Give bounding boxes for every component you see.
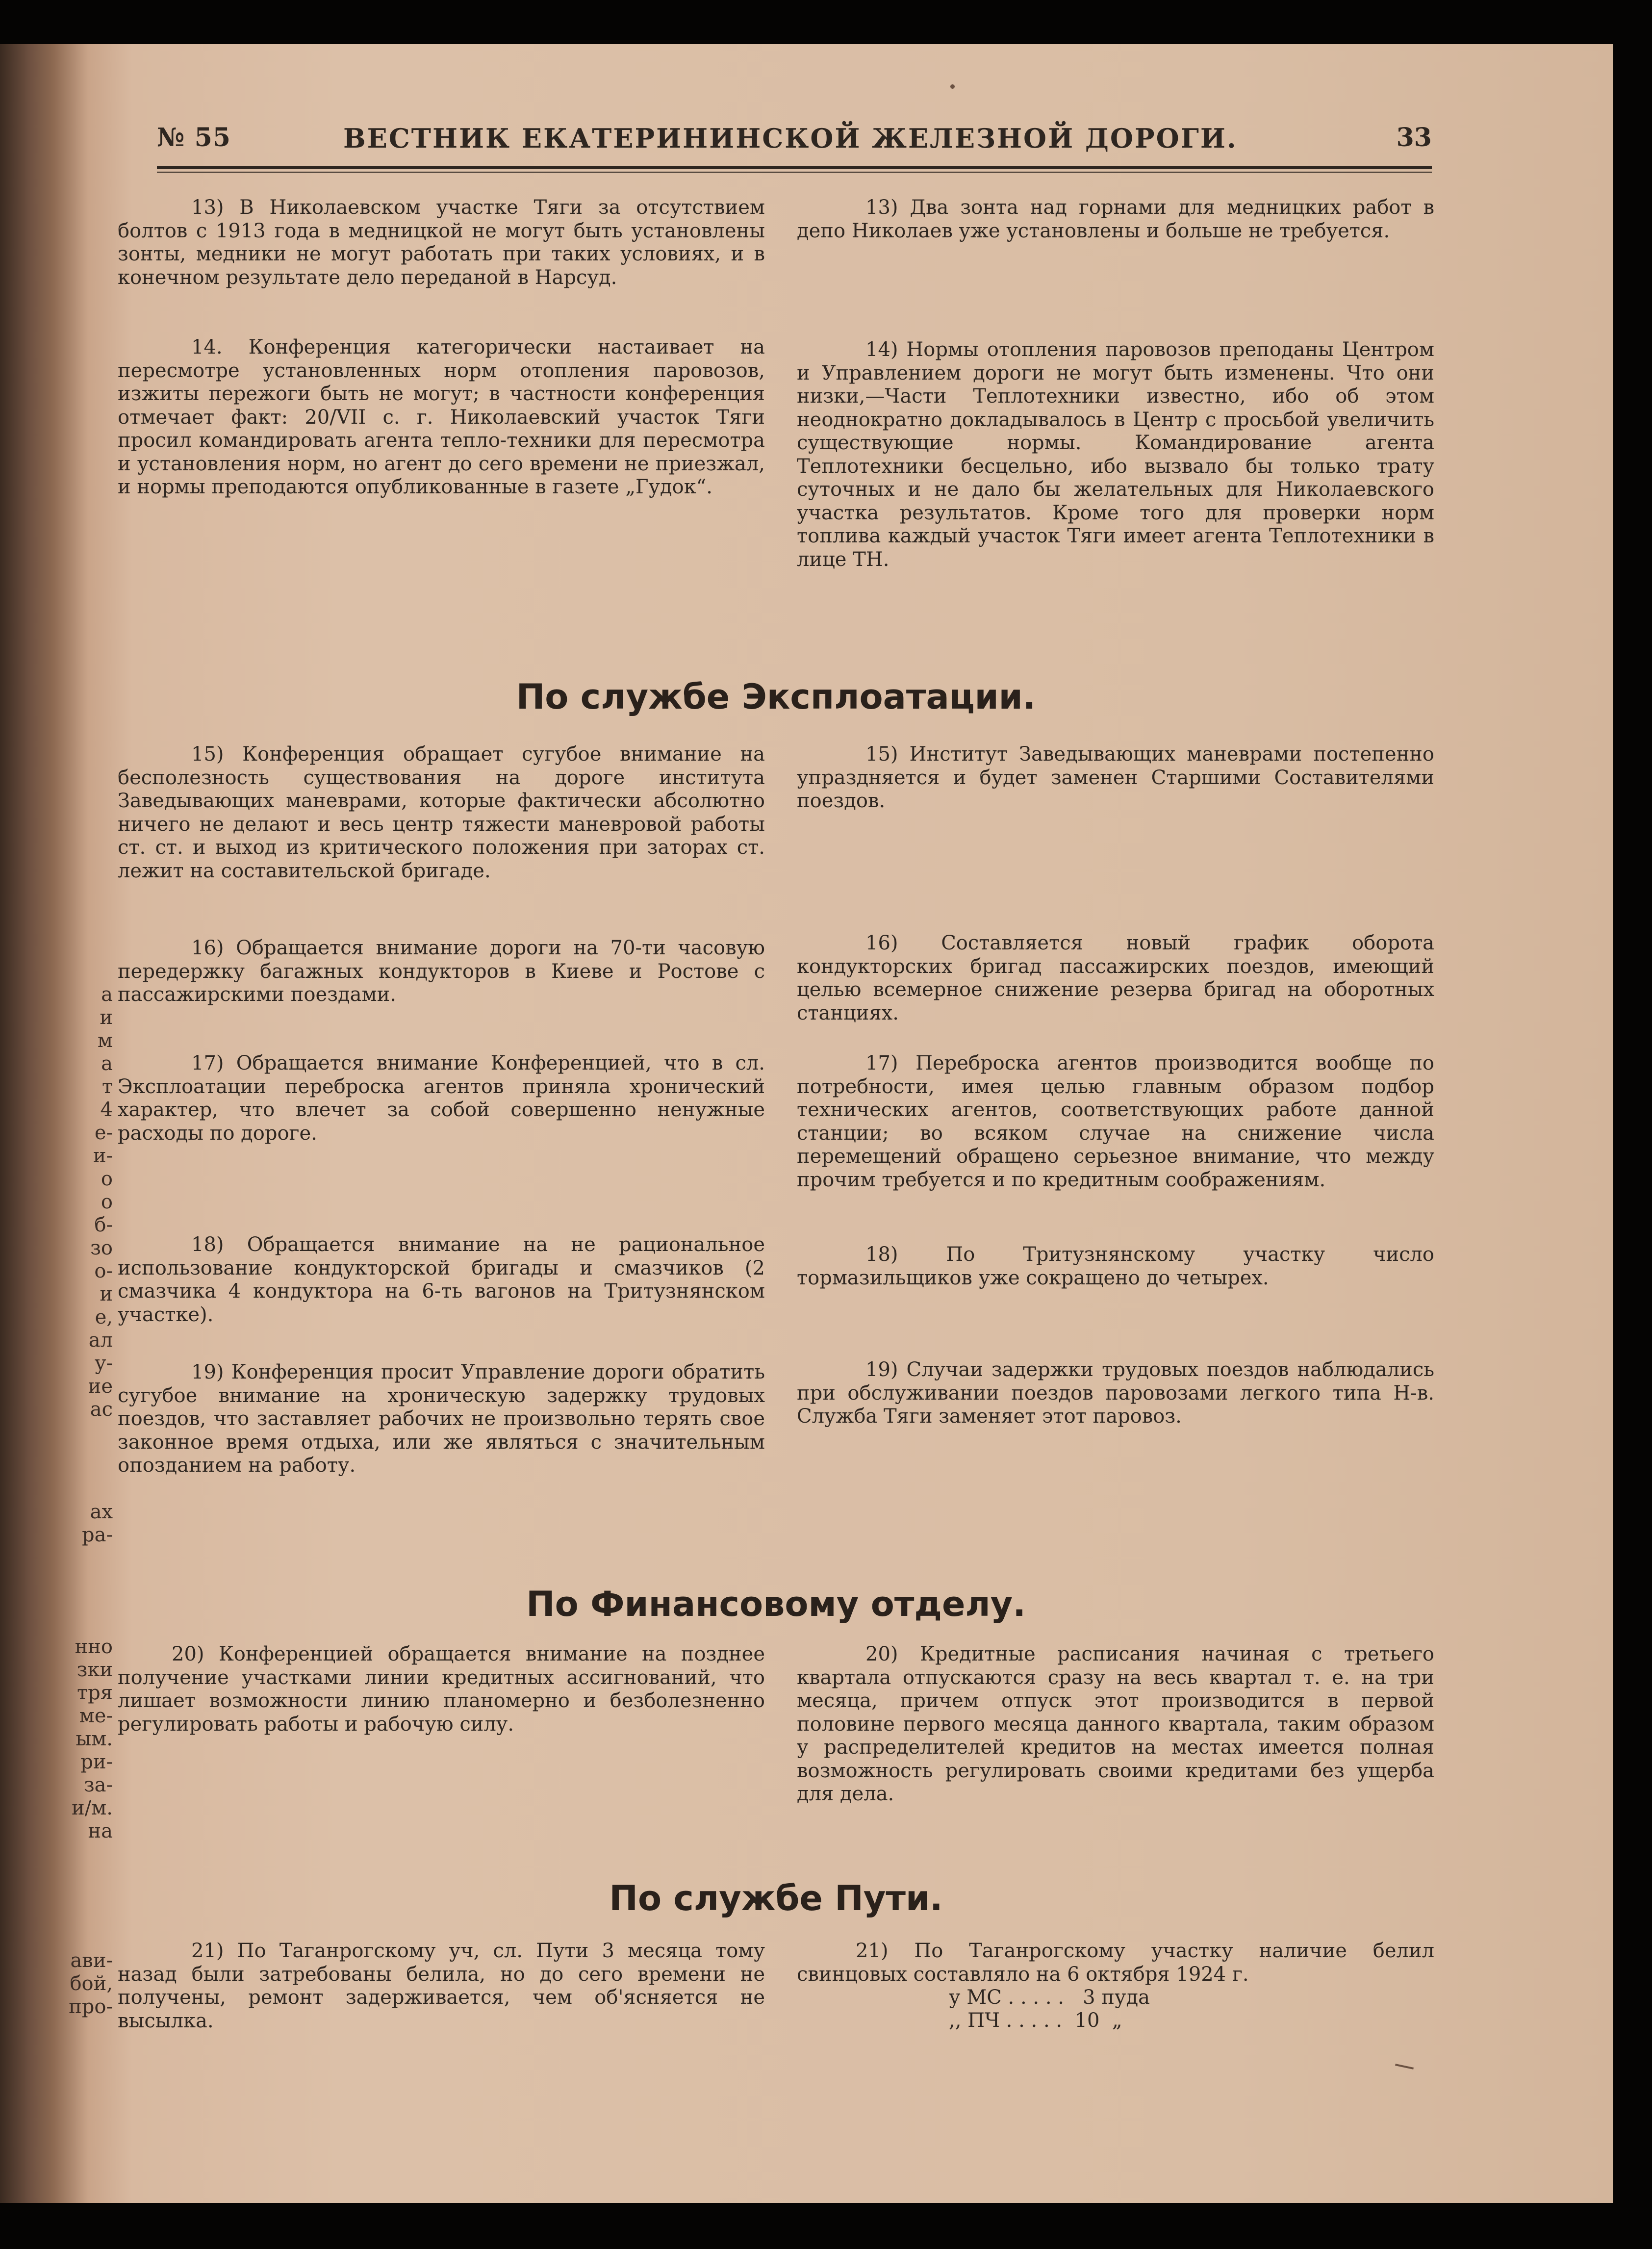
- reply-19: 19) Случаи задержки трудовых поездов наблюдались при обслуживании поездов паровозами легкого типа Н-в. Служба Тяги заменяет этот паровоз.: [797, 1358, 1434, 1428]
- prev-page-fragment: ым.: [76, 1728, 113, 1750]
- prev-page-fragment: о: [101, 1168, 113, 1190]
- prev-page-fragment: зки: [76, 1659, 113, 1681]
- prev-page-fragment: е,: [95, 1306, 113, 1329]
- prev-page-fragment: о: [101, 1191, 113, 1213]
- page-number: 33: [1396, 123, 1432, 153]
- prev-page-fragment: о-: [94, 1260, 113, 1282]
- journal-title: ВЕСТНИК ЕКАТЕРИНИНСКОЙ ЖЕЛЕЗНОЙ ДОРОГИ.: [343, 123, 1238, 154]
- prev-page-fragment: ал: [88, 1329, 113, 1352]
- remark-15: 15) Конференция обращает сугубое внимание на бесполезность существования на дороге института Заведывающих маневрами, которые фактически абсолютно ничего не делают и весь центр тяжести маневровой работы ст. ст. и выход из критического положения при заторах ст. лежит на составительской бригаде.: [118, 743, 765, 882]
- remark-21: 21) По Таганрогскому уч, сл. Пути 3 месяца тому назад были затребованы белила, но до сего времени не получены, ремонт задерживается, чем об'ясняется не высылка.: [118, 1940, 765, 2032]
- remark-17: 17) Обращается внимание Конференцией, что в сл. Эксплоатации переброска агентов приняла хронический характер, что влечет за собой совершенно ненужные расходы по дороге.: [118, 1052, 765, 1145]
- prev-page-fragment: ра-: [82, 1524, 113, 1546]
- prev-page-fragment: м: [97, 1029, 113, 1052]
- prev-page-fragment: зо: [90, 1237, 113, 1259]
- prev-page-fragment: у-: [94, 1352, 113, 1375]
- section-title-track: По службе Пути.: [609, 1878, 943, 1918]
- prev-page-fragment: а: [101, 1052, 113, 1075]
- reply-17: 17) Переброска агентов производится вообще по потребности, имея целью главным образом подбор технических агентов, соответствующих работе данной станции; во всяком случае на снижение числа перемещений обращено серьезное внимание, что между прочим требуется и по кредитным соображениям.: [797, 1052, 1434, 1191]
- prev-page-fragment: б-: [94, 1214, 113, 1236]
- remark-13: 13) В Николаевском участке Тяги за отсутствием болтов с 1913 года в медницкой не могут быть установлены зонты, медники не могут работать при таких условиях, и в конечном результате дело переданой в Нарсуд.: [118, 196, 765, 289]
- prev-page-fragment: про-: [69, 1995, 113, 2018]
- scan-border-top: [0, 0, 1652, 44]
- running-head: [157, 123, 1432, 162]
- prev-page-fragment: нно: [75, 1636, 113, 1658]
- header-rule: [157, 166, 1432, 169]
- remark-20: 20) Конференцией обращается внимание на позднее получение участками линии кредитных ассигнований, что лишает возможности линию планомерно и безболезненно регулировать работы и рабочую силу.: [118, 1643, 765, 1736]
- remark-19: 19) Конференция просит Управление дороги обратить сугубое внимание на хроническую задержку трудовых поездов, что заставляет рабочих не произвольно терять свое законное время отдыха, или же являться с значительным опозданием на работу.: [118, 1361, 765, 1477]
- reply-14: 14) Нормы отопления паровозов преподаны Центром и Управлением дороги не могут быть изменены. Что они низки,—Части Теплотехники известно, ибо об этом неоднократно докладывалось в Центр с просьбой увеличить существующие нормы. Командирование агента Теплотехники бесцельно, ибо вызвало бы только трату суточных и не дало бы желательных для Николаевского участка результатов. Кроме того для проверки норм топлива каждый участок Тяги имеет агента Теплотехники в лице ТН.: [797, 338, 1434, 571]
- header-rule-thin: [157, 172, 1432, 173]
- scan-border-bottom: [0, 2203, 1652, 2249]
- prev-page-fragment: т: [102, 1075, 113, 1098]
- prev-page-fragment: и: [100, 1283, 113, 1305]
- reply-15: 15) Институт Заведывающих маневрами постепенно упраздняется и будет заменен Старшими Составителями поездов.: [797, 743, 1434, 812]
- paper-speck: [950, 84, 955, 89]
- prev-page-fragment: ие: [88, 1375, 113, 1398]
- remark-18: 18) Обращается внимание на не рациональное использование кондукторской бригады и смазчиков (2 смазчика 4 кондуктора на 6-ть вагонов на Тритузнянском участке).: [118, 1233, 765, 1326]
- reply-18: 18) По Тритузнянскому участку число тормазильщиков уже сокращено до четырех.: [797, 1243, 1434, 1289]
- prev-page-fragment: на: [88, 1820, 113, 1842]
- prev-page-fragment: тря: [77, 1682, 113, 1704]
- supply-row-ms: у МС . . . . . 3 пуда: [949, 1986, 1150, 2009]
- prev-page-fragment: ас: [90, 1398, 113, 1421]
- scan-border-right: [1613, 0, 1652, 2249]
- reply-13: 13) Два зонта над горнами для медницких работ в депо Николаев уже установлены и больше не требуется.: [797, 196, 1434, 242]
- prev-page-fragment: ах: [90, 1501, 113, 1523]
- remark-14: 14. Конференция категорически настаивает на пересмотре установленных норм отопления паровозов, изжиты пережоги быть не могут; в частности конференция отмечает факт: 20/VII с. г. Николаевский участок Тяги просил командировать агента тепло-техники для пересмотра и установления норм, но агент до сего времени не приезжал, и нормы преподаются опубликованные в газете „Гудок“.: [118, 336, 765, 498]
- prev-page-fragment: ри-: [80, 1751, 113, 1773]
- section-title-finance: По Финансовому отделу.: [526, 1584, 1026, 1624]
- prev-page-fragment: за-: [83, 1774, 113, 1796]
- prev-page-fragment: ме-: [79, 1705, 113, 1727]
- issue-number: № 55: [157, 123, 231, 153]
- prev-page-fragment: и-: [93, 1145, 113, 1167]
- reply-21: 21) По Таганрогскому участку наличие белил свинцовых составляло на 6 октября 1924 г.: [797, 1940, 1434, 1986]
- prev-page-fragment: и: [100, 1006, 113, 1029]
- remark-16: 16) Обращается внимание дороги на 70-ти часовую передержку багажных кондукторов в Киеве и Ростове с пассажирскими поездами.: [118, 937, 765, 1006]
- reply-16: 16) Составляется новый график оборота кондукторских бригад пассажирских поездов, имеющий целью всемерное снижение резерва бригад на оборотных станциях.: [797, 932, 1434, 1024]
- prev-page-fragment: ави-: [70, 1949, 113, 1972]
- prev-page-fragment: бой,: [70, 1972, 113, 1995]
- prev-page-fragment: и/м.: [72, 1797, 113, 1819]
- prev-page-fragment: е-: [94, 1122, 113, 1144]
- supply-row-pch: ,, ПЧ . . . . . 10 „: [949, 2009, 1122, 2032]
- section-title-exploitation: По службе Эксплоатации.: [516, 677, 1036, 717]
- prev-page-fragment: а: [101, 983, 113, 1006]
- prev-page-fragment: 4: [100, 1099, 113, 1121]
- reply-20: 20) Кредитные расписания начиная с третьего квартала отпускаются сразу на весь квартал т. е. на три месяца, причем отпуск этот производится в первой половине первого месяца данного квартала, таким образом у распределителей кредитов на местах имеется полная возможность регулировать своими кредитами без ущерба для дела.: [797, 1643, 1434, 1805]
